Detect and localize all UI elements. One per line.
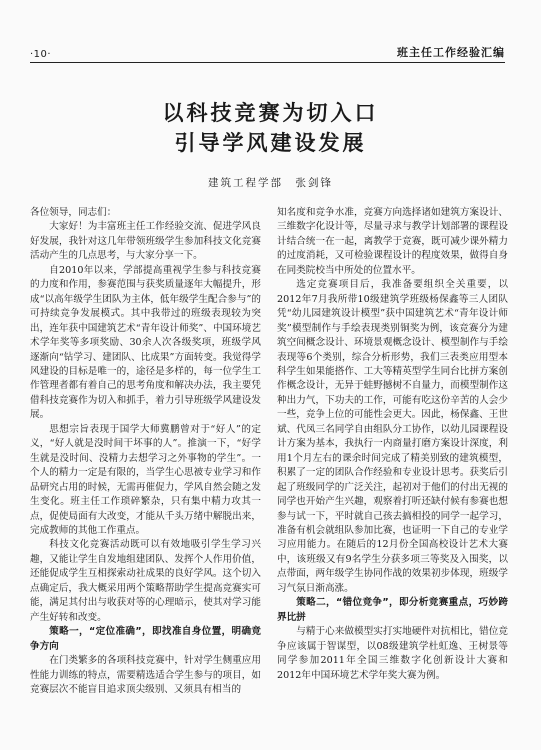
running-header: [30, 42, 505, 63]
strategy-heading: 策略二，“错位竞争”，即分析竞赛重点，巧妙跨界比拼: [277, 597, 508, 623]
strategy-heading: 策略一，“定位准确”，即找准自身位置，明确竞争方向: [30, 626, 261, 652]
body-paragraph: 与精于心来做模型实打实地硬件对抗相比，错位竞争应该属于智谋型，以08级建筑学杜虹逸、王树景等同学参加2011年全国三维数字化创新设计大赛和2012年中国环境艺术学年奖大赛为例。: [277, 626, 508, 681]
body-paragraph: 大家好！为丰富班主任工作经验交流、促进学风良好发展，我针对这几年带领班级学生参加科技文化竞赛活动产生的几点思考，与大家分享一下。: [30, 221, 261, 262]
body-paragraph: 选定竞赛项目后，我准备要组织全关重要，以2012年7月我所带10级建筑学班级杨保鑫等三人团队凭“幼儿园建筑设计模型”获中国建筑艺术“青年设计师奖”模型制作与手绘表现类别铜奖为例，该竞赛分为建筑空间概念设计、环境景观概念设计、模型制作与手绘表现等6个类别，综合分析形势，我们三表类应用型本科学生如果能搭作、工大等精英型学生同台比拼方案创作概念设计，无异于蛙野撼树不自量力，而模型制作这种出力气，下功夫的工作，可能有吃这份辛苦的人会少一些，竞争上位的可能性会更大。因此，杨保鑫、王世斌、代凤三名同学自由组队分工协作，以幼儿园课程设计方案为基本，我执行一内商量打磨方案设计深度，利用1个月左右的课余时间完成了精美别致的建筑模型，积累了一定的团队合作经验和专业设计思考。获奖后引起了班级同学的广泛关注，起初对于他们的付出无视的同学也开始产生兴趣，观察着打听还缺付候有参赛也想参与试一下，平时就自己孩去搞相投的同学一起学习，准备有机会就组队参加比赛，也证明一下自己的专业学习应用能力。在随后的12月份全国高校设计艺术大赛中，该班级又有9名学生分获多项三等奖及入围奖，以点带面，两年级学生协同作战的效果初步体现，班级学习气氛日渐高涨。: [277, 279, 508, 594]
body-paragraph: 自2010年以来，学部提高重视学生参与科技竞赛的力度和作用，参赛范围与获奖质量逐年大幅提升，形成“以高年级学生团队为主体，低年级学生配合参与”的可持续竞争发展模式。其中我带过的班级表现较为突出，连年获中国建筑艺术“青年设计师奖”、中国环境艺术学年奖等多项奖励、30余人次各级奖项，班级学风逐渐向“钻学习、建团队、比成果”方面转变。我觉得学风建设的目标是唯一的，途径是多样的，每一位学生工作管理者都有着自己的思考角度和解决办法，我主要凭借科技竞赛作为切入和抓手，着力引导班级学风建设发展。: [30, 264, 261, 421]
journal-name: 班主任工作经验汇编: [397, 46, 505, 59]
title-line-1: 以科技竞赛为切入口: [162, 101, 379, 125]
author-byline: 建筑工程学部 张剑锋: [208, 177, 333, 189]
body-paragraph: 在门类繁多的各项科技竞赛中，针对学生侧重应用性能力训练的特点，需要精选适合学生参与的项目，如竞赛层次不能盲目追求顶尖级别、又须具有相当的: [30, 655, 261, 695]
body-paragraph: 各位领导，同志们：: [30, 207, 117, 218]
body-paragraph: 科技文化竞赛活动既可以有效地吸引学生学习兴趣，又能让学生自发地组建团队、发挥个人作用价值，还能促成学生互相探索动社成果的良好学风。这个切入点确定后，我大概采用两个策略帮助学生提高竞赛实可能，满足其付出与收获对等的心理暗示，使其对学习能产生好转和改变。: [30, 539, 261, 623]
title-line-2: 引导学风建设发展: [174, 131, 367, 155]
body-paragraph: 思想宗旨表现于国学大师冀鹏曾对于“好人”的定义，“好人就是没时间干坏事的人”。推演一下，“好学生就是没时间、没精力去想学习之外事物的学生”。一个人的精力一定是有限的，当学生心思被专业学习和作品研究占用的时候，无需再催促力，学风自然会随之发生变化。班主任工作琐碎繁杂，只有集中精力攻其一点，促使局面有大改变，才能从千头万绪中解脱出来，完成教师的其他工作重点。: [30, 423, 261, 536]
left-column: [30, 206, 261, 697]
article-title: [0, 98, 541, 158]
page-number: ·10·: [30, 49, 52, 60]
body-paragraph: 知名度和竞争水准，竞赛方向选择诸如建筑方案设计、三维数字化设计等，尽量寻求与教学计划部署的课程设计结合统一在一起，离教学于竞赛，既可减少课外精力的过度消耗，又可检验课程设计的程度效果，做得自身在同类院校当中所处的位置水平。: [277, 207, 508, 276]
right-column: [277, 206, 508, 683]
